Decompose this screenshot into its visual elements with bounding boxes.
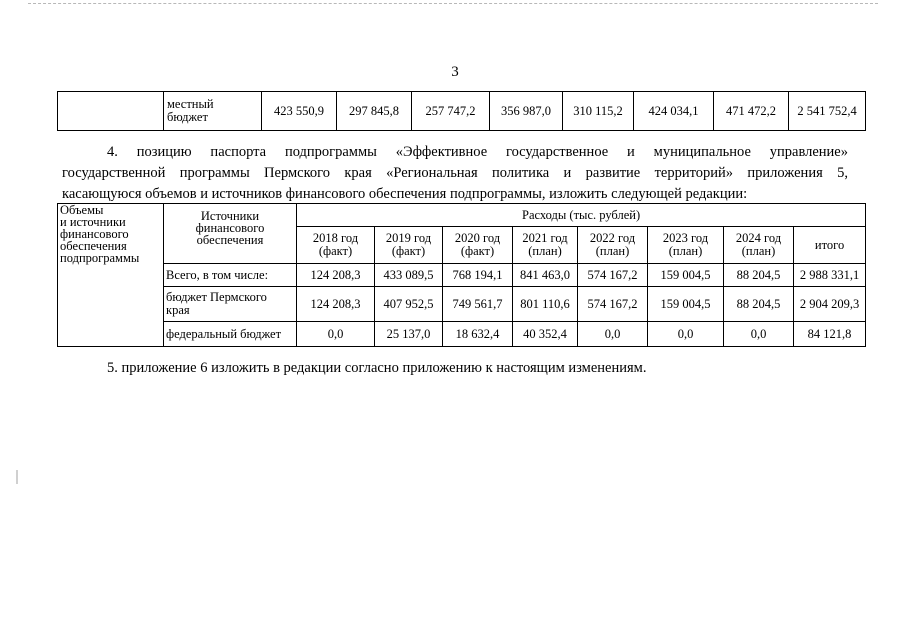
source-cell: Всего, в том числе: [164, 264, 297, 287]
value-cell: 768 194,1 [443, 264, 513, 287]
row-label-cell: Объемы и источники финансового обеспечения подпрограммы [58, 204, 164, 347]
paragraph-line: касающуюся объемов и источников финансового обеспечения подпрограммы, изложить следующей редакции: [62, 186, 748, 202]
value-cell: 0,0 [724, 322, 794, 347]
source-cell: федеральный бюджет [164, 322, 297, 347]
value-cell: 124 208,3 [297, 264, 375, 287]
value-cell: 356 987,0 [490, 92, 563, 131]
paragraph-5: 5. приложение 6 изложить в редакции согласно приложению к настоящим изменениям. [107, 360, 647, 376]
value-cell: 0,0 [578, 322, 648, 347]
value-cell: 749 561,7 [443, 287, 513, 322]
paragraph-4 [62, 142, 848, 205]
year-header: 2019 год (факт) [375, 227, 443, 264]
financing-table [57, 203, 866, 347]
paragraph-line: 4. позицию паспорта подпрограммы «Эффективное государственное и муниципальное управление» [107, 144, 848, 160]
year-header: 2020 год (факт) [443, 227, 513, 264]
scan-top-edge [28, 3, 878, 4]
value-cell: 574 167,2 [578, 264, 648, 287]
total-cell: 2 904 209,3 [794, 287, 866, 322]
total-cell: 2 541 752,4 [789, 92, 866, 131]
value-cell: 424 034,1 [634, 92, 714, 131]
table-row [58, 92, 866, 131]
year-header: 2021 год (план) [513, 227, 578, 264]
paragraph-line: государственной программы Пермского края «Региональная политика и развитие территорий» приложения 5, [62, 165, 848, 181]
value-cell: 25 137,0 [375, 322, 443, 347]
source-cell: местный бюджет [164, 92, 262, 131]
value-cell: 0,0 [297, 322, 375, 347]
value-cell: 407 952,5 [375, 287, 443, 322]
value-cell: 0,0 [648, 322, 724, 347]
year-header: 2023 год (план) [648, 227, 724, 264]
value-cell: 159 004,5 [648, 264, 724, 287]
value-cell: 297 845,8 [337, 92, 412, 131]
continuation-table [57, 91, 866, 131]
table-row [58, 287, 866, 322]
value-cell: 159 004,5 [648, 287, 724, 322]
table-header-row [58, 204, 866, 227]
value-cell: 88 204,5 [724, 264, 794, 287]
value-cell: 40 352,4 [513, 322, 578, 347]
value-cell: 18 632,4 [443, 322, 513, 347]
table-row [58, 322, 866, 347]
total-cell: 2 988 331,1 [794, 264, 866, 287]
value-cell: 257 747,2 [412, 92, 490, 131]
value-cell: 423 550,9 [262, 92, 337, 131]
value-cell: 574 167,2 [578, 287, 648, 322]
expenses-header: Расходы (тыс. рублей) [297, 204, 866, 227]
value-cell: 88 204,5 [724, 287, 794, 322]
total-cell: 84 121,8 [794, 322, 866, 347]
value-cell: 841 463,0 [513, 264, 578, 287]
value-cell: 433 089,5 [375, 264, 443, 287]
empty-label-cell [58, 92, 164, 131]
total-header: итого [794, 227, 866, 264]
source-cell: бюджет Пермского края [164, 287, 297, 322]
table-row [58, 264, 866, 287]
page-number: 3 [451, 64, 459, 80]
value-cell: 124 208,3 [297, 287, 375, 322]
sources-header: Источники финансового обеспечения [164, 204, 297, 264]
value-cell: 471 472,2 [714, 92, 789, 131]
scan-margin-mark [16, 470, 18, 484]
value-cell: 801 110,6 [513, 287, 578, 322]
year-header: 2018 год (факт) [297, 227, 375, 264]
year-header: 2024 год (план) [724, 227, 794, 264]
year-header: 2022 год (план) [578, 227, 648, 264]
value-cell: 310 115,2 [563, 92, 634, 131]
